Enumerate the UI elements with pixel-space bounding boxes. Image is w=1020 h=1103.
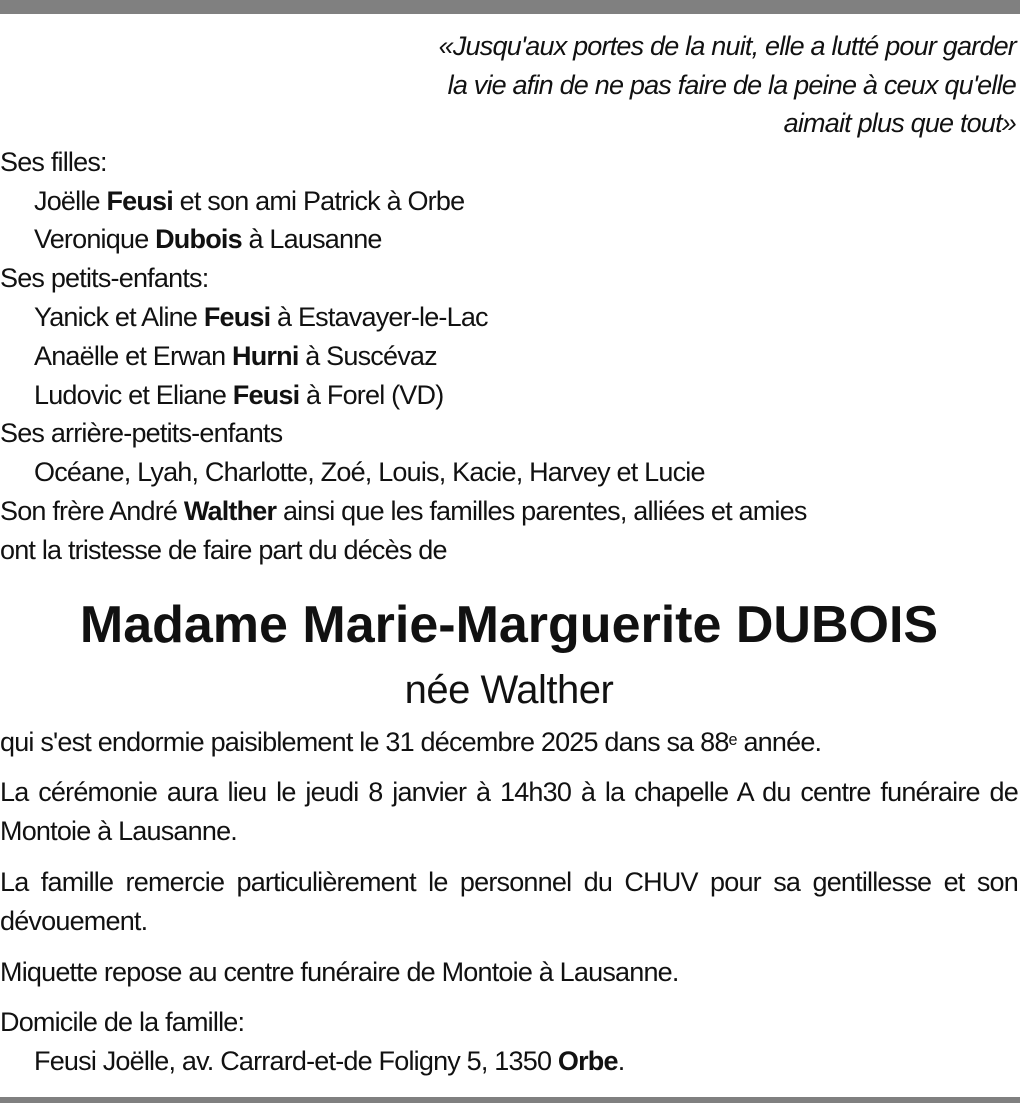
brother-section: [0, 492, 1018, 570]
family-member: Yanick et Aline Feusi à Estavayer-le-Lac: [34, 301, 488, 332]
section-heading: Ses filles:: [0, 146, 107, 177]
domicile-section: [0, 1003, 1018, 1081]
quote-line: la vie afin de ne pas faire de la peine à ceux qu'elle: [447, 69, 1016, 100]
daughters-section: [0, 143, 1018, 259]
family-member: Veronique Dubois à Lausanne: [34, 224, 382, 255]
section-heading: Domicile de la famille:: [0, 1007, 245, 1038]
obituary: [0, 27, 1018, 1081]
family-address: Feusi Joëlle, av. Carrard-et-de Foligny 5, 1350 Orbe.: [34, 1046, 625, 1077]
family-member: Océane, Lyah, Charlotte, Zoé, Louis, Kacie, Harvey et Lucie: [34, 457, 705, 488]
family-member: Ludovic et Eliane Feusi à Forel (VD): [34, 379, 444, 410]
ceremony-info: La cérémonie aura lieu le jeudi 8 janvier à 14h30 à la chapelle A du centre funéraire de Montoie à Lausanne.: [0, 777, 1018, 847]
announcement-text: ont la tristesse de faire part du décès de: [0, 534, 447, 565]
maiden-name: née Walther: [404, 667, 614, 712]
great-grandchildren-section: [0, 414, 1018, 492]
deceased-name: Madame Marie-Marguerite DUBOIS: [79, 595, 939, 654]
top-rule: [0, 0, 1020, 14]
thanks-text: La famille remercie particulièrement le personnel du CHUV pour sa gentillesse et son dévouement.: [0, 866, 1018, 936]
section-heading: Ses petits-enfants:: [0, 263, 209, 294]
bottom-rule: [0, 1097, 1020, 1103]
resting-place: Miquette repose au centre funéraire de Montoie à Lausanne.: [0, 956, 679, 987]
grandchildren-section: [0, 259, 1018, 414]
family-member: Anaëlle et Erwan Hurni à Suscévaz: [34, 340, 437, 371]
brother-line: Son frère André Walther ainsi que les familles parentes, alliées et amies: [0, 495, 807, 526]
section-heading: Ses arrière-petits-enfants: [0, 418, 283, 449]
quote-line: aimait plus que tout»: [783, 108, 1016, 139]
death-notice: qui s'est endormie paisiblement le 31 décembre 2025 dans sa 88e année.: [0, 726, 822, 757]
quote-line: «Jusqu'aux portes de la nuit, elle a lutté pour garder: [438, 31, 1016, 61]
family-member: Joëlle Feusi et son ami Patrick à Orbe: [34, 185, 465, 216]
epigraph-quote: [0, 27, 1018, 143]
